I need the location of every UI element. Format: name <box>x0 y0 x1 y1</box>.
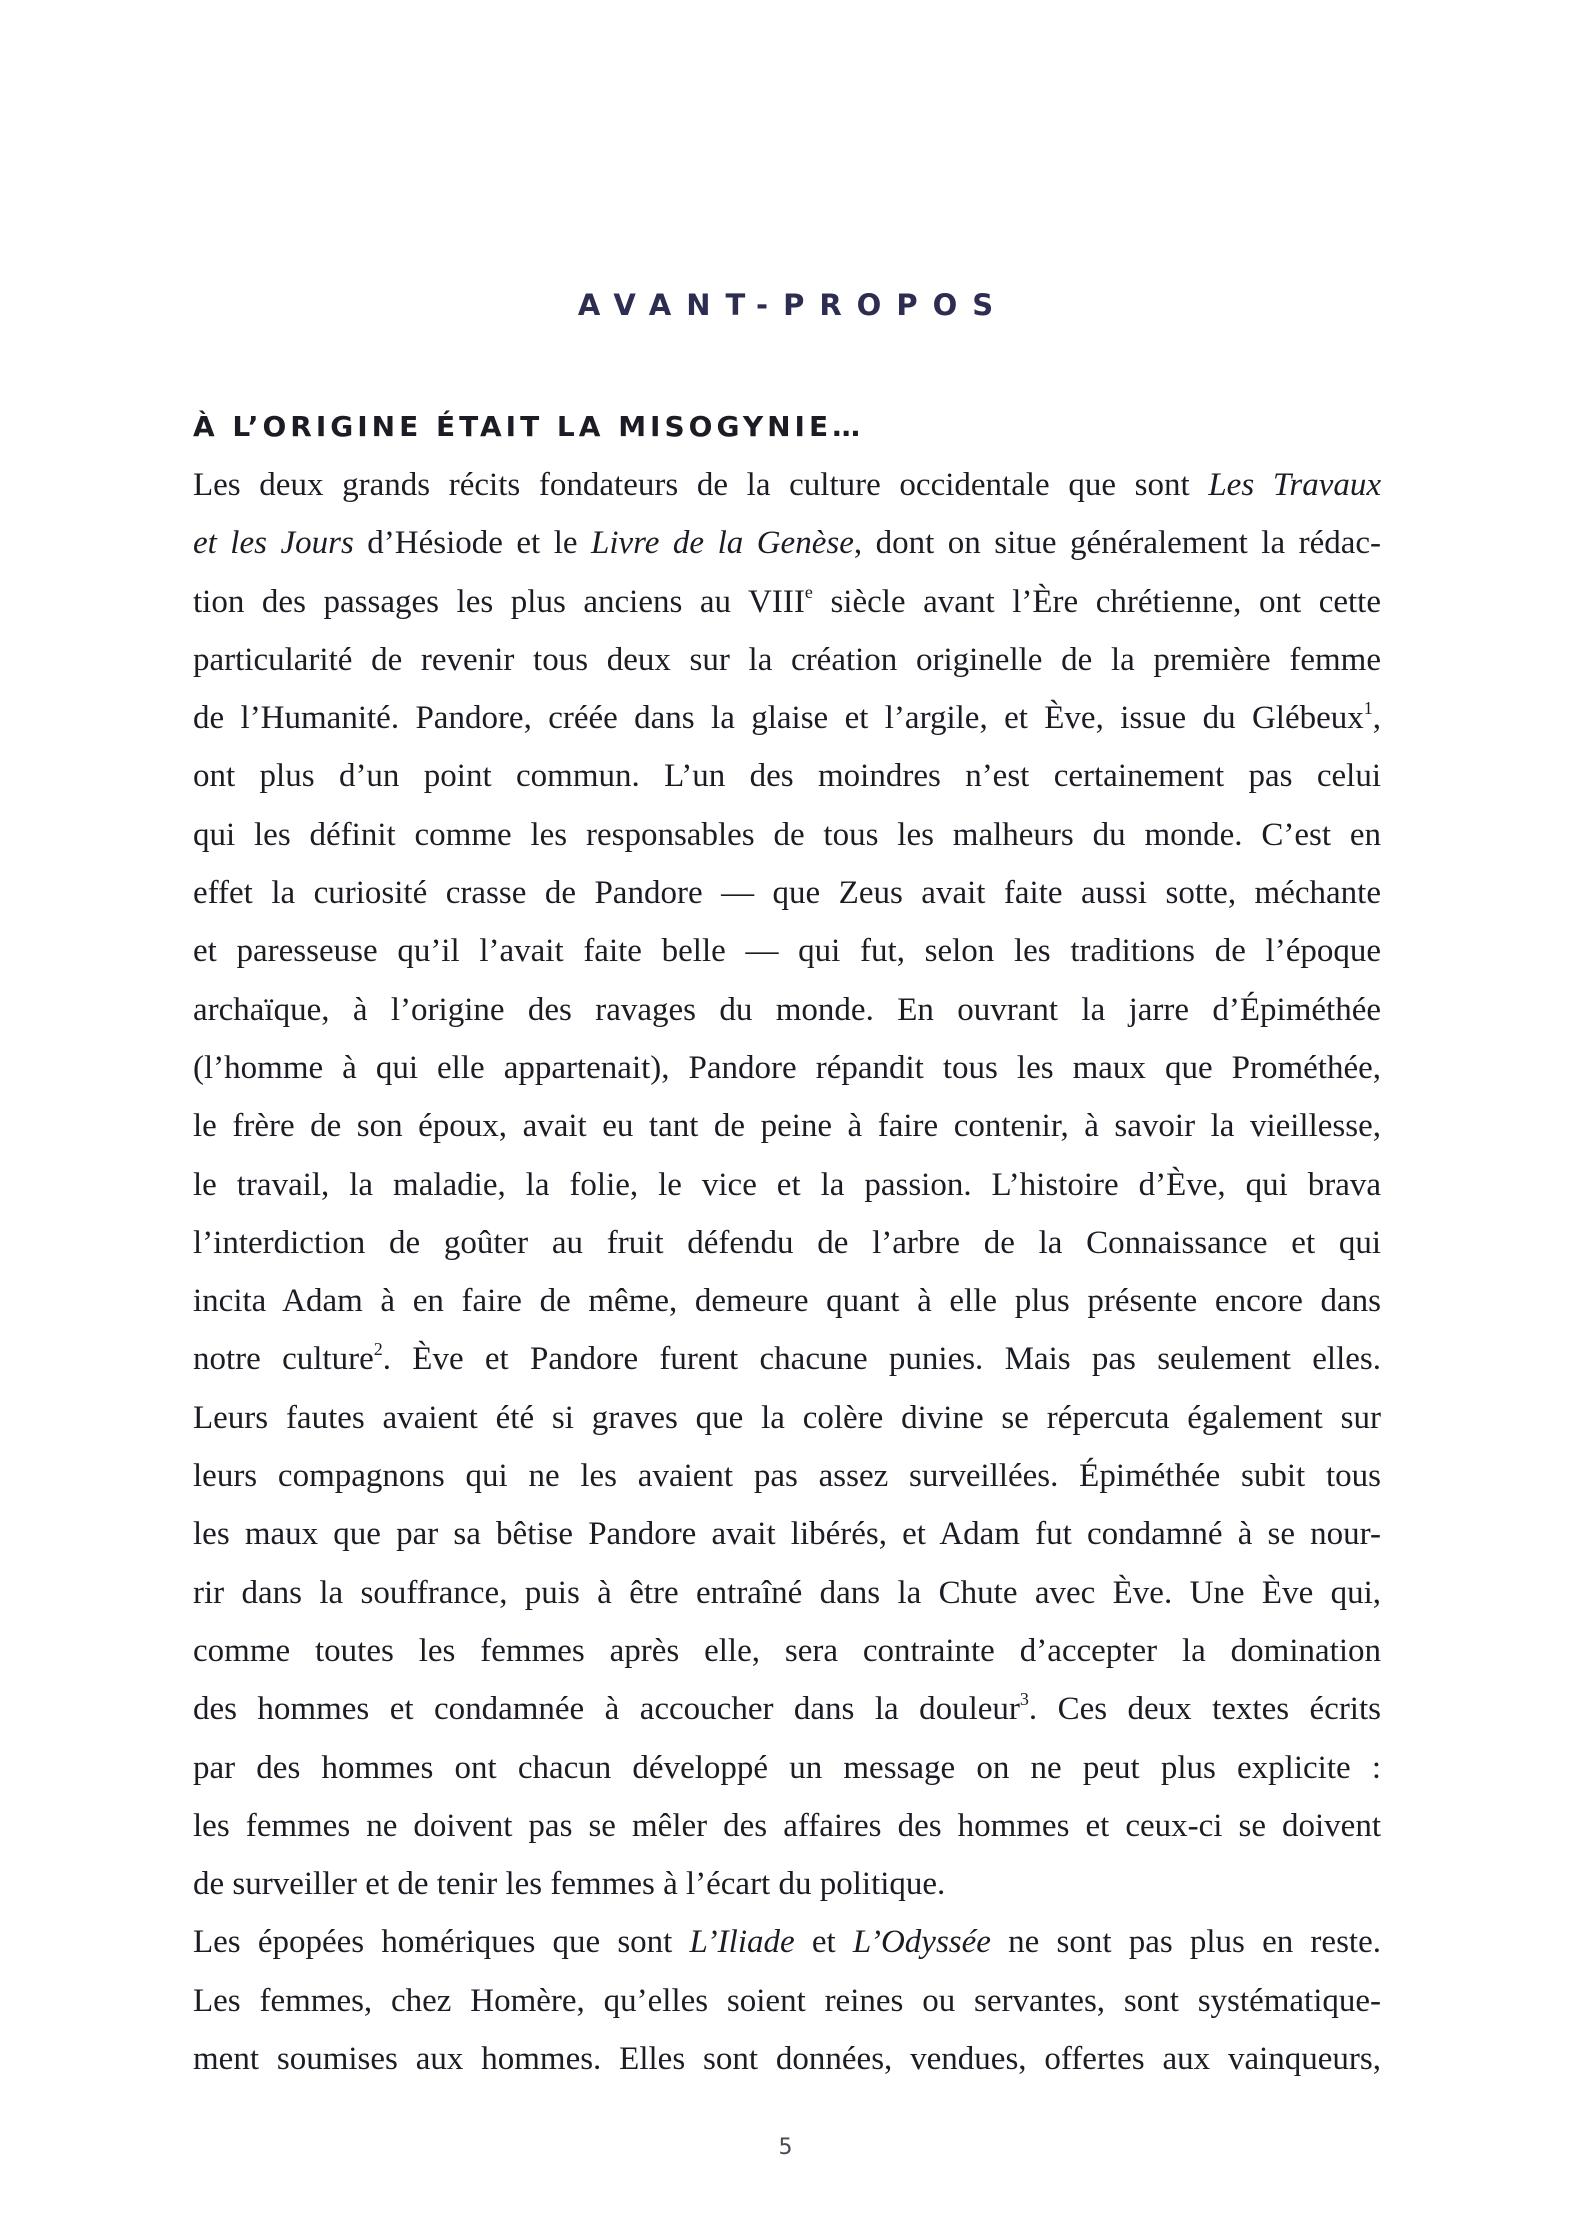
text-line: Leurs fautes avaient été si graves que la colère divine se répercuta également sur <box>193 1399 1381 1436</box>
text-line: le frère de son époux, avait eu tant de peine à faire contenir, à savoir la vieillesse, <box>193 1108 1381 1145</box>
text-line: par des hommes ont chacun développé un message on ne peut plus explicite : <box>193 1749 1381 1786</box>
text-line: Les deux grands récits fondateurs de la culture occidentale que sont Les Travaux <box>193 467 1382 503</box>
text-line: l’interdiction de goûter au fruit défendu de l’arbre de la Connaissance et qui <box>193 1224 1381 1261</box>
text-line: et les Jours d’Hésiode et le Livre de la Genèse, dont on situe généralement la rédac- <box>193 525 1381 562</box>
text-line: effet la curiosité crasse de Pandore — que Zeus avait faite aussi sotte, méchante <box>193 875 1381 912</box>
text-line: archaïque, à l’origine des ravages du monde. En ouvrant la jarre d’Épiméthée <box>193 991 1381 1028</box>
text-line: de surveiller et de tenir les femmes à l’écart du politique. <box>193 1866 946 1903</box>
text-line: de l’Humanité. Pandore, créée dans la glaise et l’argile, et Ève, issue du Glébeux$^1$, <box>193 698 1381 737</box>
text-line: les femmes ne doivent pas se mêler des affaires des hommes et ceux-ci se doivent <box>193 1807 1381 1844</box>
body-text <box>193 456 1381 2088</box>
text-line: ment soumises aux hommes. Elles sont données, vendues, offertes aux vainqueurs, <box>193 2041 1381 2078</box>
text-line: comme toutes les femmes après elle, sera contrainte d’accepter la domination <box>193 1632 1381 1669</box>
section-heading: À L’ORIGINE ÉTAIT LA MISOGYNIE… <box>193 410 865 443</box>
page-number: 5 <box>778 2135 793 2160</box>
footnote-ref: 2 <box>373 1339 383 1360</box>
text-line: Les femmes, chez Homère, qu’elles soient reines ou servantes, sont systématique- <box>193 1982 1381 2019</box>
text-line: et paresseuse qu’il l’avait faite belle — qui fut, selon les traditions de l’époque <box>193 933 1381 970</box>
text-line: le travail, la maladie, la folie, le vice et la passion. L’histoire d’Ève, qui brava <box>193 1166 1381 1203</box>
text-line: ont plus d’un point commun. L’un des moindres n’est certainement pas celui <box>193 758 1381 795</box>
text-line: qui les définit comme les responsables de tous les malheurs du monde. C’est en <box>193 816 1381 853</box>
footnote-ref: 3 <box>1019 1689 1029 1710</box>
text-line: particularité de revenir tous deux sur la création originelle de la première femme <box>193 641 1381 678</box>
text-line: leurs compagnons qui ne les avaient pas assez surveillées. Épiméthée subit tous <box>193 1458 1381 1495</box>
text-line: des hommes et condamnée à accoucher dans la douleur$^3$. Ces deux textes écrits <box>193 1689 1381 1728</box>
text-line: notre culture$^2$. Ève et Pandore furent chacune punies. Mais pas seulement elles. <box>193 1339 1381 1378</box>
footnote-ref: 1 <box>1363 698 1373 719</box>
text-line: rir dans la souffrance, puis à être entraîné dans la Chute avec Ève. Une Ève qui, <box>193 1574 1381 1611</box>
text-line: Les épopées homériques que sont L’Iliade et L’Odyssée ne sont pas plus en reste. <box>193 1924 1381 1961</box>
text-line: les maux que par sa bêtise Pandore avait libérés, et Adam fut condamné à se nour- <box>193 1516 1381 1553</box>
superscript: e <box>804 581 813 602</box>
text-line: tion des passages les plus anciens au VIIIe siècle avant l’Ère chrétienne, ont cette <box>193 581 1382 620</box>
text-line: incita Adam à en faire de même, demeure quant à elle plus présente encore dans <box>193 1283 1381 1320</box>
chapter-title: AVANT-PROPOS <box>577 288 1009 322</box>
text-line: (l’homme à qui elle appartenait), Pandore répandit tous les maux que Prométhée, <box>193 1049 1381 1086</box>
